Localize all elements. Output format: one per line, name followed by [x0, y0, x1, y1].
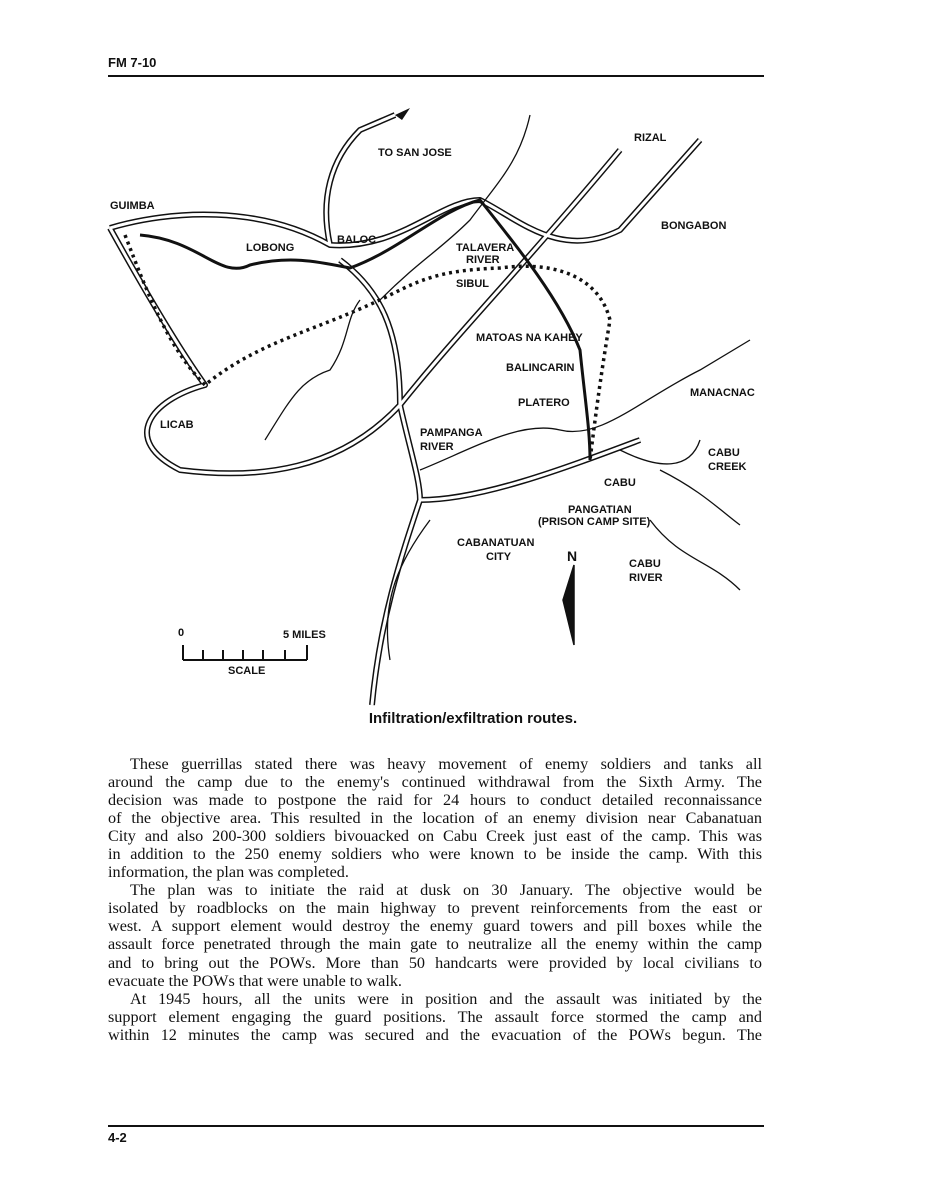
map-label: RIVER [629, 572, 663, 584]
text-line: information, the plan was completed. [108, 863, 349, 882]
map-label: PLATERO [518, 397, 570, 409]
map-label: LOBONG [246, 242, 295, 254]
text-line: support element engaging the guard positions. The assault force stormed the camp and [108, 1007, 762, 1026]
text-line: City and also 200-300 soldiers bivouacked on Cabu Creek just east of the camp. This was [108, 827, 762, 846]
text-line: and to bring out the POWs. More than 50 handcarts were provided by local civilians to [108, 953, 762, 972]
map-label: SIBUL [456, 278, 489, 290]
running-header: FM 7-10 [108, 55, 157, 70]
text-line: decision was made to postpone the raid for 24 hours to conduct detailed reconnaissance [108, 791, 762, 810]
text-line: evacuate the POWs that were unable to walk. [108, 971, 402, 990]
map-label: LICAB [160, 419, 194, 431]
map-label: MANACNAC [690, 387, 755, 399]
body-text [108, 755, 762, 1044]
map-label: 5 MILES [283, 629, 326, 641]
map-label: TALAVERA [456, 242, 515, 254]
page-number: 4-2 [108, 1130, 127, 1145]
map-label: 0 [178, 627, 185, 639]
scale-bar [183, 645, 307, 660]
text-line: in addition to the 250 enemy soldiers who were known to be inside the camp. With this [108, 845, 762, 864]
map-label: CABU [708, 447, 740, 459]
map-label: RIVER [420, 441, 454, 453]
paragraph [108, 881, 762, 989]
route-map [100, 100, 780, 710]
text-line: The plan was to initiate the raid at dusk on 30 January. The objective would be [130, 881, 762, 900]
map-label: RIVER [466, 254, 500, 266]
text-line: west. A support element would destroy the enemy guard towers and pill boxes while the [108, 917, 762, 936]
map-label: N [567, 548, 578, 564]
north-arrow-icon [563, 565, 574, 645]
figure-caption: Infiltration/exfiltration routes. [368, 710, 578, 727]
text-line: At 1945 hours, all the units were in position and the assault was initiated by the [130, 989, 762, 1008]
map-label: TO SAN JOSE [378, 147, 452, 159]
text-line: within 12 minutes the camp was secured and the evacuation of the POWs begun. The [108, 1025, 762, 1044]
text-line: isolated by roadblocks on the main highway to prevent reinforcements from the east or [108, 899, 762, 918]
map-label: CABU [604, 477, 636, 489]
roads-outline [110, 115, 700, 705]
paragraph [108, 990, 762, 1044]
text-line: assault force penetrated through the main gate to neutralize all the enemy within the camp [108, 935, 762, 954]
text-line: around the camp due to the enemy's continued withdrawal from the Sixth Army. The [108, 773, 762, 792]
map-label: SCALE [228, 665, 266, 677]
map-label: (PRISON CAMP SITE) [538, 516, 651, 528]
map-label: CITY [486, 551, 512, 563]
header-rule [108, 75, 764, 77]
map-label: PANGATIAN [568, 504, 632, 516]
map-label: PAMPANGA [420, 427, 483, 439]
exfiltration-route [125, 235, 610, 460]
text-line: of the objective area. This resulted in the location of an enemy division near Cabanatuan [108, 809, 762, 828]
map-label: BONGABON [661, 220, 727, 232]
map-label: GUIMBA [110, 200, 155, 212]
footer-rule [108, 1125, 764, 1127]
map-label: CREEK [708, 461, 747, 473]
map-label: CABU [629, 558, 661, 570]
rivers [265, 115, 750, 660]
text-line: These guerrillas stated there was heavy movement of enemy soldiers and tanks all [130, 755, 762, 773]
arrow-icon [395, 108, 410, 120]
map-label: BALINCARIN [506, 362, 575, 374]
paragraph [108, 755, 762, 881]
map-label: CABANATUAN [457, 537, 535, 549]
map-label: MATOAS NA KAHEY [476, 332, 583, 344]
map-label: BALOC [337, 234, 377, 246]
map-label: RIZAL [634, 132, 667, 144]
